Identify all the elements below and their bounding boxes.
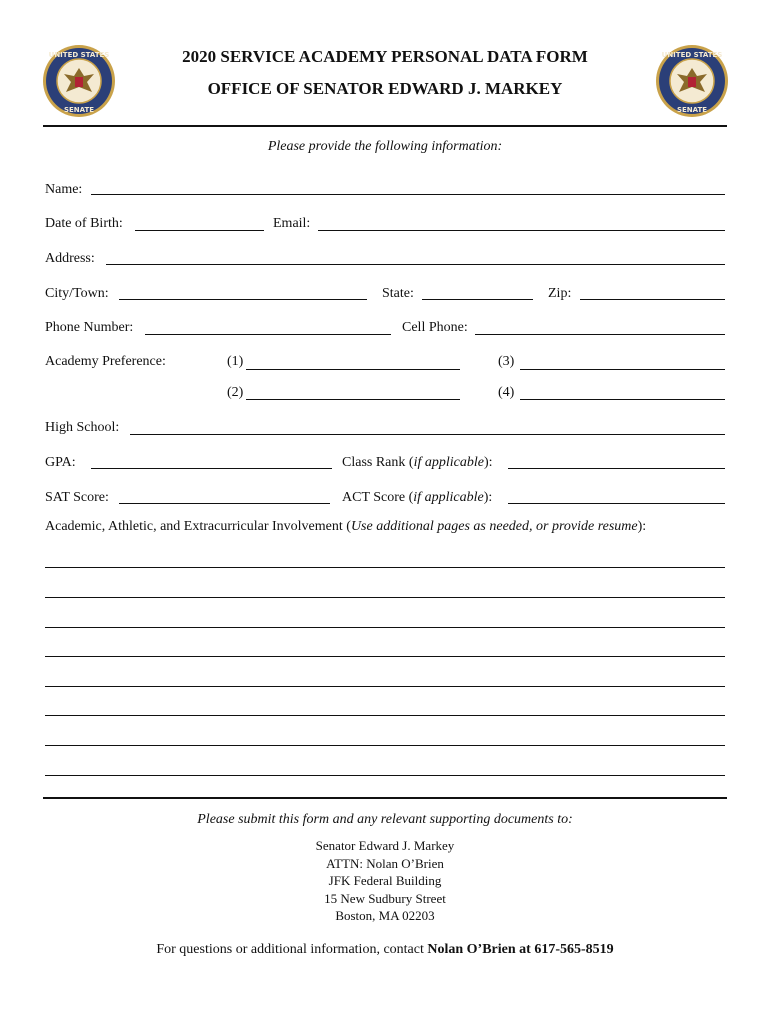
state-label: State:	[382, 286, 414, 301]
involvement-label: Academic, Athletic, and Extracurricular Involvement (Use additional pages as needed, or provide resume):	[45, 519, 647, 534]
address-line: 15 New Sudbury Street	[324, 890, 446, 906]
mailing-address	[0, 837, 770, 925]
pref-3-label: (3)	[498, 354, 515, 369]
svg-text:SENATE: SENATE	[676, 106, 708, 114]
svg-text:UNITED STATES: UNITED STATES	[661, 51, 723, 59]
email-field[interactable]	[318, 230, 725, 231]
cell-label: Cell Phone:	[402, 320, 468, 335]
footer-divider	[43, 797, 727, 799]
high-school-field[interactable]	[130, 434, 725, 435]
gpa-label: GPA:	[45, 455, 76, 470]
pref-4-label: (4)	[498, 385, 515, 400]
contact-name-phone: Nolan O’Brien at 617-565-8519	[427, 942, 614, 957]
involvement-line[interactable]	[45, 567, 725, 568]
act-field[interactable]	[508, 503, 725, 504]
involvement-line[interactable]	[45, 686, 725, 687]
name-label: Name:	[45, 182, 83, 197]
act-label: ACT Score (if applicable):	[342, 490, 493, 505]
city-label: City/Town:	[45, 286, 109, 301]
class-rank-label: Class Rank (if applicable):	[342, 455, 493, 470]
cell-field[interactable]	[475, 334, 725, 335]
pref-2-label: (2)	[227, 385, 244, 400]
zip-field[interactable]	[580, 299, 725, 300]
phone-field[interactable]	[145, 334, 391, 335]
address-label: Address:	[45, 251, 95, 266]
gpa-field[interactable]	[91, 468, 332, 469]
involvement-line[interactable]	[45, 745, 725, 746]
pref-1-label: (1)	[227, 354, 244, 369]
email-label: Email:	[273, 216, 311, 231]
address-line: Boston, MA 02203	[335, 908, 435, 923]
form-title: 2020 SERVICE ACADEMY PERSONAL DATA FORM	[182, 47, 588, 66]
pref-3-field[interactable]	[520, 369, 725, 370]
phone-label: Phone Number:	[45, 320, 134, 335]
involvement-line[interactable]	[45, 715, 725, 716]
pref-4-field[interactable]	[520, 399, 725, 400]
instructions-text: Please provide the following information:	[267, 139, 503, 154]
svg-text:UNITED STATES: UNITED STATES	[48, 51, 110, 59]
involvement-line[interactable]	[45, 656, 725, 657]
zip-label: Zip:	[548, 286, 572, 301]
address-line: ATTN: Nolan O’Brien	[326, 855, 444, 871]
address-line: Senator Edward J. Markey	[315, 838, 455, 853]
state-field[interactable]	[422, 299, 533, 300]
svg-text:SENATE: SENATE	[63, 106, 95, 114]
sat-field[interactable]	[119, 503, 330, 504]
involvement-line[interactable]	[45, 627, 725, 628]
pref-1-field[interactable]	[246, 369, 460, 370]
involvement-line[interactable]	[45, 775, 725, 776]
address-line: JFK Federal Building	[328, 873, 442, 888]
high-school-label: High School:	[45, 420, 120, 435]
dob-field[interactable]	[135, 230, 264, 231]
class-rank-field[interactable]	[508, 468, 725, 469]
dob-label: Date of Birth:	[45, 216, 123, 231]
header-divider	[43, 125, 727, 127]
city-field[interactable]	[119, 299, 367, 300]
office-title: OFFICE OF SENATOR EDWARD J. MARKEY	[207, 79, 563, 98]
name-field[interactable]	[91, 194, 725, 195]
pref-2-field[interactable]	[246, 399, 460, 400]
submit-note: Please submit this form and any relevant supporting documents to:	[197, 812, 573, 827]
contact-info: For questions or additional information, contact Nolan O’Brien at 617-565-8519	[156, 942, 614, 957]
involvement-line[interactable]	[45, 597, 725, 598]
address-field[interactable]	[106, 264, 725, 265]
sat-label: SAT Score:	[45, 490, 109, 505]
academy-preference-label: Academy Preference:	[45, 354, 166, 369]
